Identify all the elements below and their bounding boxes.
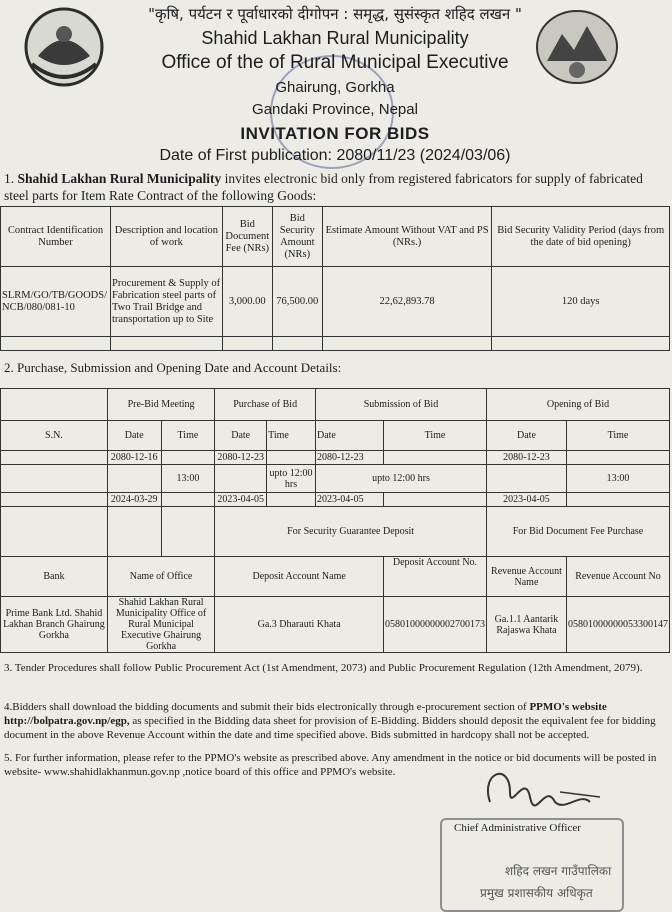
paragraph-4: 4.Bidders shall download the bidding documents and submit their bids electronically through e-procurement section of PPMO's website http://bolpatra.gov.np/egp, as specified in the Bidding data sheet for provision of E-Bidding. Bidders should deposit the equivalent fee for bidding document in the above Revenue Account within the date and time specified above. Bids submitted in hardcopy shall not be accepted. xyxy=(4,701,656,741)
submission-header: Submission of Bid xyxy=(315,389,486,421)
estimate-amount: 22,62,893.78 xyxy=(322,267,492,337)
purchase-header: Purchase of Bid xyxy=(215,389,316,421)
motto-text: "कृषि, पर्यटन र पूर्वाधारको दीगोपन : समृद्ध, सुसंस्कृत शहिद लखन " xyxy=(148,5,522,23)
ppmo-link[interactable]: PPMO's website http://bolpatra.gov.np/egp, xyxy=(4,701,607,727)
nepal-emblem-left-icon xyxy=(18,4,110,90)
work-description: Procurement & Supply of Fabrication steel parts of Two Trail Bridge and transportation up to Site xyxy=(110,267,222,337)
schedule-table: Pre-Bid Meeting Purchase of Bid Submission of Bid Opening of Bid S.N. Date Time Date Time Date Time Date Time 2080-12-16 2080-12-23 2080-12-23 2080-12-23 13:00 upto 12:00 hrs upto 12:00 hrs 13:00 2024-03-29 2023-04-05 2023-04-05 2023-04-05 For Security Guarantee Deposit For Bid Document Fee Purchase Bank Name of Office Deposit Account Name Deposit Account No. Revenue Account Name Revenue Account No Prime Bank Ltd. Shahid Lakhan Branch Ghairung Gorkha Shahid Lakhan Rural Municipality Office of Rural Municipal Executive Ghairung Gorkha Ga.3 Dharauti Khata 05801000000002700173 Ga.1.1 Aantarik Rajaswa Khata 05801000000053300147 xyxy=(0,388,670,653)
header-cell: Bid Security Amount (NRs) xyxy=(272,207,322,267)
prebid-time: 13:00 xyxy=(161,465,215,493)
opening-header: Opening of Bid xyxy=(486,389,669,421)
document-title: INVITATION FOR BIDS xyxy=(240,124,430,143)
submission-date: 2080-12-23 xyxy=(315,451,383,465)
opening-date: 2080-12-23 xyxy=(486,451,566,465)
submission-time: upto 12:00 hrs xyxy=(315,465,486,493)
office-value: Shahid Lakhan Rural Municipality Office of Rural Municipal Executive Ghairung Gorkha xyxy=(107,597,214,653)
office-header: Name of Office xyxy=(107,557,214,597)
paragraph-3: 3. Tender Procedures shall follow Public Procurement Act (1st Amendment, 2073) and Public Procurement Regulation (12th Amendment, 2079). xyxy=(4,662,643,674)
deposit-no-header: Deposit Account No. xyxy=(383,557,486,597)
purchase-time: upto 12:00 hrs xyxy=(267,465,316,493)
stamp-line-2: प्रमुख प्रशासकीय अधिकृत xyxy=(480,886,593,900)
header-cell: Estimate Amount Without VAT and PS (NRs.) xyxy=(322,207,492,267)
revenue-no-header: Revenue Account No xyxy=(566,557,669,597)
deposit-no-value: 05801000000002700173 xyxy=(383,597,486,653)
location-line: Ghairung, Gorkha xyxy=(275,79,395,96)
publication-date: Date of First publication: 2080/11/23 (2024/03/06) xyxy=(159,147,511,164)
purchase-date: 2080-12-23 xyxy=(215,451,267,465)
table-header-row xyxy=(1,207,670,267)
deposit-name-header: Deposit Account Name xyxy=(215,557,384,597)
header-cell: Contract Identification Number xyxy=(1,207,111,267)
municipality-name: Shahid Lakhan Rural Municipality xyxy=(201,28,469,48)
header-cell: Description and location of work xyxy=(110,207,222,267)
paragraph-1: 1. Shahid Lakhan Rural Municipality invites electronic bid only from registered fabricators for supply of fabricated steel parts for Item Rate Contract of the following Goods: xyxy=(4,171,643,203)
revenue-name-value: Ga.1.1 Aantarik Rajaswa Khata xyxy=(486,597,566,653)
submission-date-en: 2023-04-05 xyxy=(315,493,383,507)
security-deposit-label: For Security Guarantee Deposit xyxy=(215,507,487,557)
bank-value: Prime Bank Ltd. Shahid Lakhan Branch Ghairung Gorkha xyxy=(1,597,108,653)
revenue-no-value: 05801000000053300147 xyxy=(566,597,669,653)
bank-header: Bank xyxy=(1,557,108,597)
header-cell: Bid Security Validity Period (days from the date of bid opening) xyxy=(492,207,670,267)
opening-time: 13:00 xyxy=(566,465,669,493)
paragraph-5: 5. For further information, please refer to the PPMO's website as prescribed above. Any amendment in the notice or bid documents will be posted in website- www.shahidlakhanmun.gov.np ,notice board of this office and PPMO's website. xyxy=(4,752,657,778)
office-name: Office of the of Rural Municipal Executive xyxy=(161,52,509,73)
bid-doc-fee: 3,000.00 xyxy=(222,267,272,337)
table-row xyxy=(1,267,670,337)
bid-security: 76,500.00 xyxy=(272,267,322,337)
stamp-line-1: शहिद लखन गाउँपालिका xyxy=(505,864,612,878)
paragraph-2: 2. Purchase, Submission and Opening Date and Account Details: xyxy=(4,360,342,375)
deposit-name-value: Ga.3 Dharauti Khata xyxy=(215,597,384,653)
province-line: Gandaki Province, Nepal xyxy=(252,101,418,118)
signatory-title: Chief Administrative Officer xyxy=(454,822,581,834)
purchase-date-en: 2023-04-05 xyxy=(215,493,267,507)
prebid-header: Pre-Bid Meeting xyxy=(107,389,214,421)
prebid-date-en: 2024-03-29 xyxy=(107,493,161,507)
goods-table xyxy=(0,206,670,351)
header-cell: Bid Document Fee (NRs) xyxy=(222,207,272,267)
revenue-name-header: Revenue Account Name xyxy=(486,557,566,597)
validity-period: 120 days xyxy=(492,267,670,337)
contract-id: SLRM/GO/TB/GOODS/ NCB/080/081-10 xyxy=(1,267,111,337)
prebid-date: 2080-12-16 xyxy=(107,451,161,465)
opening-date-en: 2023-04-05 xyxy=(486,493,566,507)
sn-header: S.N. xyxy=(1,421,108,451)
municipality-bold: Shahid Lakhan Rural Municipality xyxy=(17,171,222,186)
doc-fee-label: For Bid Document Fee Purchase xyxy=(486,507,669,557)
